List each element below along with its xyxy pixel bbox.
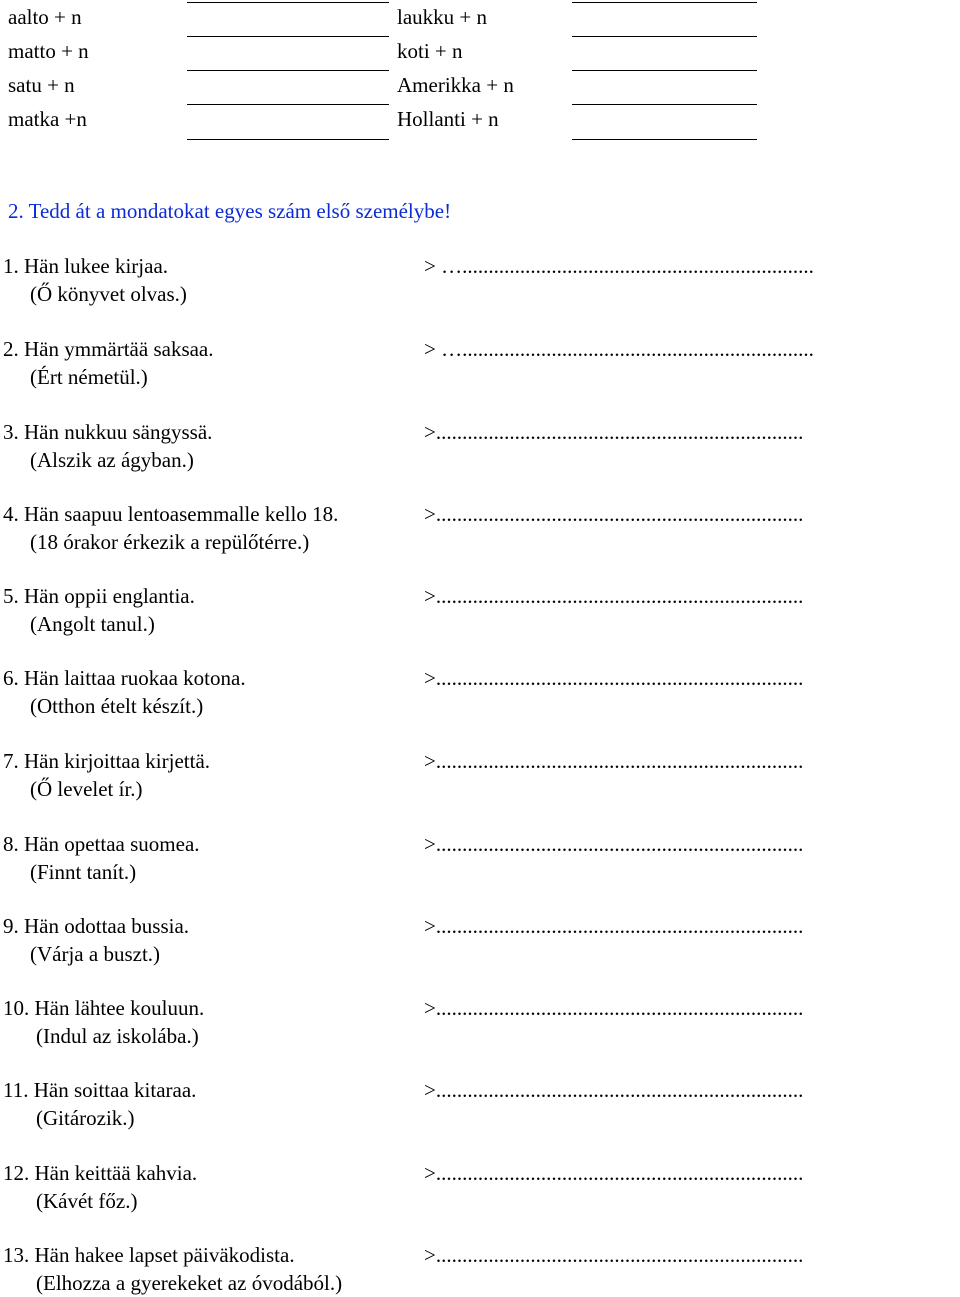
exercise-title: 2. Tedd át a mondatokat egyes szám első személybe!	[8, 199, 452, 223]
answer-dotted-line[interactable]: >......................................................................	[424, 584, 804, 608]
answer-line-right[interactable]	[572, 36, 757, 37]
answer-line-right[interactable]	[572, 2, 757, 3]
answer-dotted-line[interactable]: >......................................................................	[424, 1243, 804, 1267]
sentence-hungarian: (Otthon ételt készít.)	[30, 694, 204, 718]
answer-line-left[interactable]	[187, 36, 389, 37]
sentence-finnish: 9. Hän odottaa bussia.	[3, 914, 190, 938]
answer-line-left[interactable]	[187, 139, 389, 140]
sentence-finnish: 11. Hän soittaa kitaraa.	[3, 1078, 197, 1102]
sentence-hungarian: (18 órakor érkezik a repülőtérre.)	[30, 530, 310, 554]
sentence-hungarian: (Gitározik.)	[36, 1106, 135, 1130]
sentence-finnish: 8. Hän opettaa suomea.	[3, 832, 200, 856]
sentence-finnish: 4. Hän saapuu lentoasemmalle kello 18.	[3, 502, 339, 526]
sentence-hungarian: (Kávét főz.)	[36, 1189, 138, 1213]
sentence-hungarian: (Angolt tanul.)	[30, 612, 155, 636]
answer-line-right[interactable]	[572, 104, 757, 105]
word-left-1: aalto + n	[8, 5, 82, 29]
word-right-3: Amerikka + n	[397, 73, 514, 97]
sentence-hungarian: (Alszik az ágyban.)	[30, 448, 194, 472]
answer-line-right[interactable]	[572, 139, 757, 140]
sentence-finnish: 3. Hän nukkuu sängyssä.	[3, 420, 213, 444]
answer-dotted-line[interactable]: > …...................................................................	[424, 337, 814, 361]
sentence-hungarian: (Ő könyvet olvas.)	[30, 282, 187, 306]
answer-dotted-line[interactable]: >......................................................................	[424, 1161, 804, 1185]
answer-dotted-line[interactable]: >......................................................................	[424, 420, 804, 444]
sentence-finnish: 5. Hän oppii englantia.	[3, 584, 195, 608]
word-right-1: laukku + n	[397, 5, 487, 29]
sentence-finnish: 2. Hän ymmärtää saksaa.	[3, 337, 214, 361]
sentence-finnish: 12. Hän keittää kahvia.	[3, 1161, 198, 1185]
answer-dotted-line[interactable]: >......................................................................	[424, 914, 804, 938]
sentence-hungarian: (Finnt tanít.)	[30, 860, 137, 884]
answer-line-left[interactable]	[187, 70, 389, 71]
word-left-3: satu + n	[8, 73, 75, 97]
word-right-2: koti + n	[397, 39, 463, 63]
word-right-4: Hollanti + n	[397, 107, 499, 131]
sentence-hungarian: (Ő levelet ír.)	[30, 777, 143, 801]
sentence-hungarian: (Ért németül.)	[30, 365, 148, 389]
answer-dotted-line[interactable]: >......................................................................	[424, 666, 804, 690]
sentence-finnish: 1. Hän lukee kirjaa.	[3, 254, 169, 278]
answer-dotted-line[interactable]: >......................................................................	[424, 832, 804, 856]
sentence-finnish: 10. Hän lähtee kouluun.	[3, 996, 205, 1020]
answer-dotted-line[interactable]: >......................................................................	[424, 502, 804, 526]
word-left-2: matto + n	[8, 39, 89, 63]
sentence-hungarian: (Várja a buszt.)	[30, 942, 161, 966]
answer-line-left[interactable]	[187, 2, 389, 3]
sentence-hungarian: (Elhozza a gyerekeket az óvodából.)	[36, 1271, 343, 1295]
word-left-4: matka +n	[8, 107, 87, 131]
sentence-finnish: 7. Hän kirjoittaa kirjettä.	[3, 749, 211, 773]
answer-line-right[interactable]	[572, 70, 757, 71]
answer-dotted-line[interactable]: >......................................................................	[424, 1078, 804, 1102]
sentence-finnish: 6. Hän laittaa ruokaa kotona.	[3, 666, 246, 690]
sentence-hungarian: (Indul az iskolába.)	[36, 1024, 199, 1048]
answer-dotted-line[interactable]: >......................................................................	[424, 749, 804, 773]
answer-line-left[interactable]	[187, 104, 389, 105]
answer-dotted-line[interactable]: > …...................................................................	[424, 254, 814, 278]
sentence-finnish: 13. Hän hakee lapset päiväkodista.	[3, 1243, 295, 1267]
answer-dotted-line[interactable]: >......................................................................	[424, 996, 804, 1020]
